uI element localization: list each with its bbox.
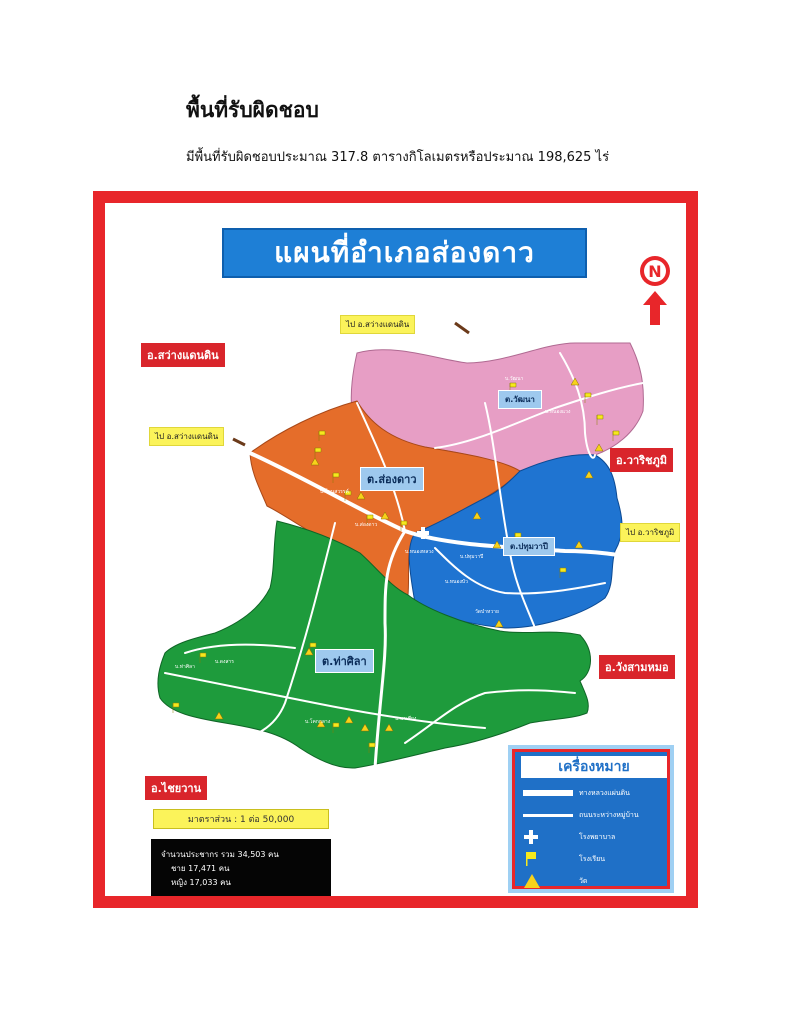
village-label: บ.หนองหลวง: [405, 549, 434, 555]
village-label: บ.โนนสวรรค์: [320, 489, 349, 495]
village-label: บ.ดงสาร: [215, 659, 234, 665]
village-label: บ.นาเพียง: [395, 716, 417, 722]
legend-row-temple: [523, 872, 669, 890]
direction-label-sawang-left: ไป อ.สว่างแดนดิน: [149, 427, 224, 446]
legend-row-school: [523, 850, 669, 868]
map-canvas: [105, 203, 686, 896]
village-label: วัดป่าหวาย: [475, 609, 499, 615]
hospital-icon: [523, 829, 539, 845]
tambon-label-tha-sila: ต.ท่าศิลา: [315, 649, 374, 673]
direction-arrow-icon: [455, 323, 469, 333]
neighbor-label-wangsammo: อ.วังสามหมอ: [599, 655, 675, 679]
district-map: [93, 191, 698, 908]
direction-label-sawang-top: ไป อ.สว่างแดนดิน: [340, 315, 415, 334]
neighbor-label-sawang: อ.สว่างแดนดิน: [141, 343, 225, 367]
legend-row-hospital: [523, 828, 669, 846]
legend-label: ถนนระหว่างหมู่บ้าน: [579, 810, 639, 819]
legend-label: โรงเรียน: [579, 854, 605, 863]
population-female: หญิง 17,033 คน: [171, 878, 231, 887]
village-label: บ.วัฒนา: [505, 376, 524, 382]
school-flag-icon: [523, 851, 539, 867]
population-male: ชาย 17,471 คน: [171, 864, 230, 873]
legend-label: โรงพยาบาล: [579, 832, 616, 841]
legend-label: วัด: [579, 876, 588, 885]
temple-icon: [523, 873, 541, 889]
highway-symbol: [523, 790, 573, 796]
population-box: [151, 839, 331, 896]
north-label: N: [648, 262, 662, 281]
page-title: พื้นที่รับผิดชอบ: [186, 98, 319, 122]
neighbor-label-warit: อ.วาริชภูมิ: [610, 448, 673, 472]
village-road-symbol: [523, 814, 573, 817]
village-label: บ.หนองแวง: [545, 409, 571, 415]
village-label: บ.ท่าศิลา: [175, 664, 195, 670]
map-scale: มาตราส่วน : 1 ต่อ 50,000: [153, 809, 329, 829]
village-label: บ.ปทุมวาปี: [460, 554, 484, 560]
legend-row-highway: [523, 784, 669, 802]
north-arrow-icon: [635, 255, 675, 327]
tambon-label-pathumwapi: ต.ปทุมวาปี: [503, 537, 555, 556]
direction-arrow-icon: [233, 439, 245, 445]
map-legend: [508, 745, 674, 893]
neighbor-label-chaiwan: อ.ไชยวาน: [145, 776, 207, 800]
legend-title: เครื่องหมาย: [521, 756, 667, 778]
village-label: บ.โคกกลาง: [305, 719, 331, 725]
legend-label: ทางหลวงแผ่นดิน: [579, 788, 630, 797]
population-total: จำนวนประชากร รวม 34,503 คน: [161, 850, 279, 859]
tambon-label-wattana: ต.วัฒนา: [498, 390, 542, 409]
village-label: บ.หนองบัว: [445, 579, 468, 585]
direction-label-warit: ไป อ.วาริชภูมิ: [620, 523, 680, 542]
legend-row-village-road: [523, 806, 669, 824]
map-title: แผนที่อำเภอส่องดาว: [222, 228, 587, 278]
tambon-label-song-dao: ต.ส่องดาว: [360, 467, 424, 491]
page-description: มีพื้นที่รับผิดชอบประมาณ 317.8 ตารางกิโลเมตรหรือประมาณ 198,625 ไร่: [186, 150, 610, 165]
village-label: บ.ส่องดาว: [355, 522, 378, 528]
